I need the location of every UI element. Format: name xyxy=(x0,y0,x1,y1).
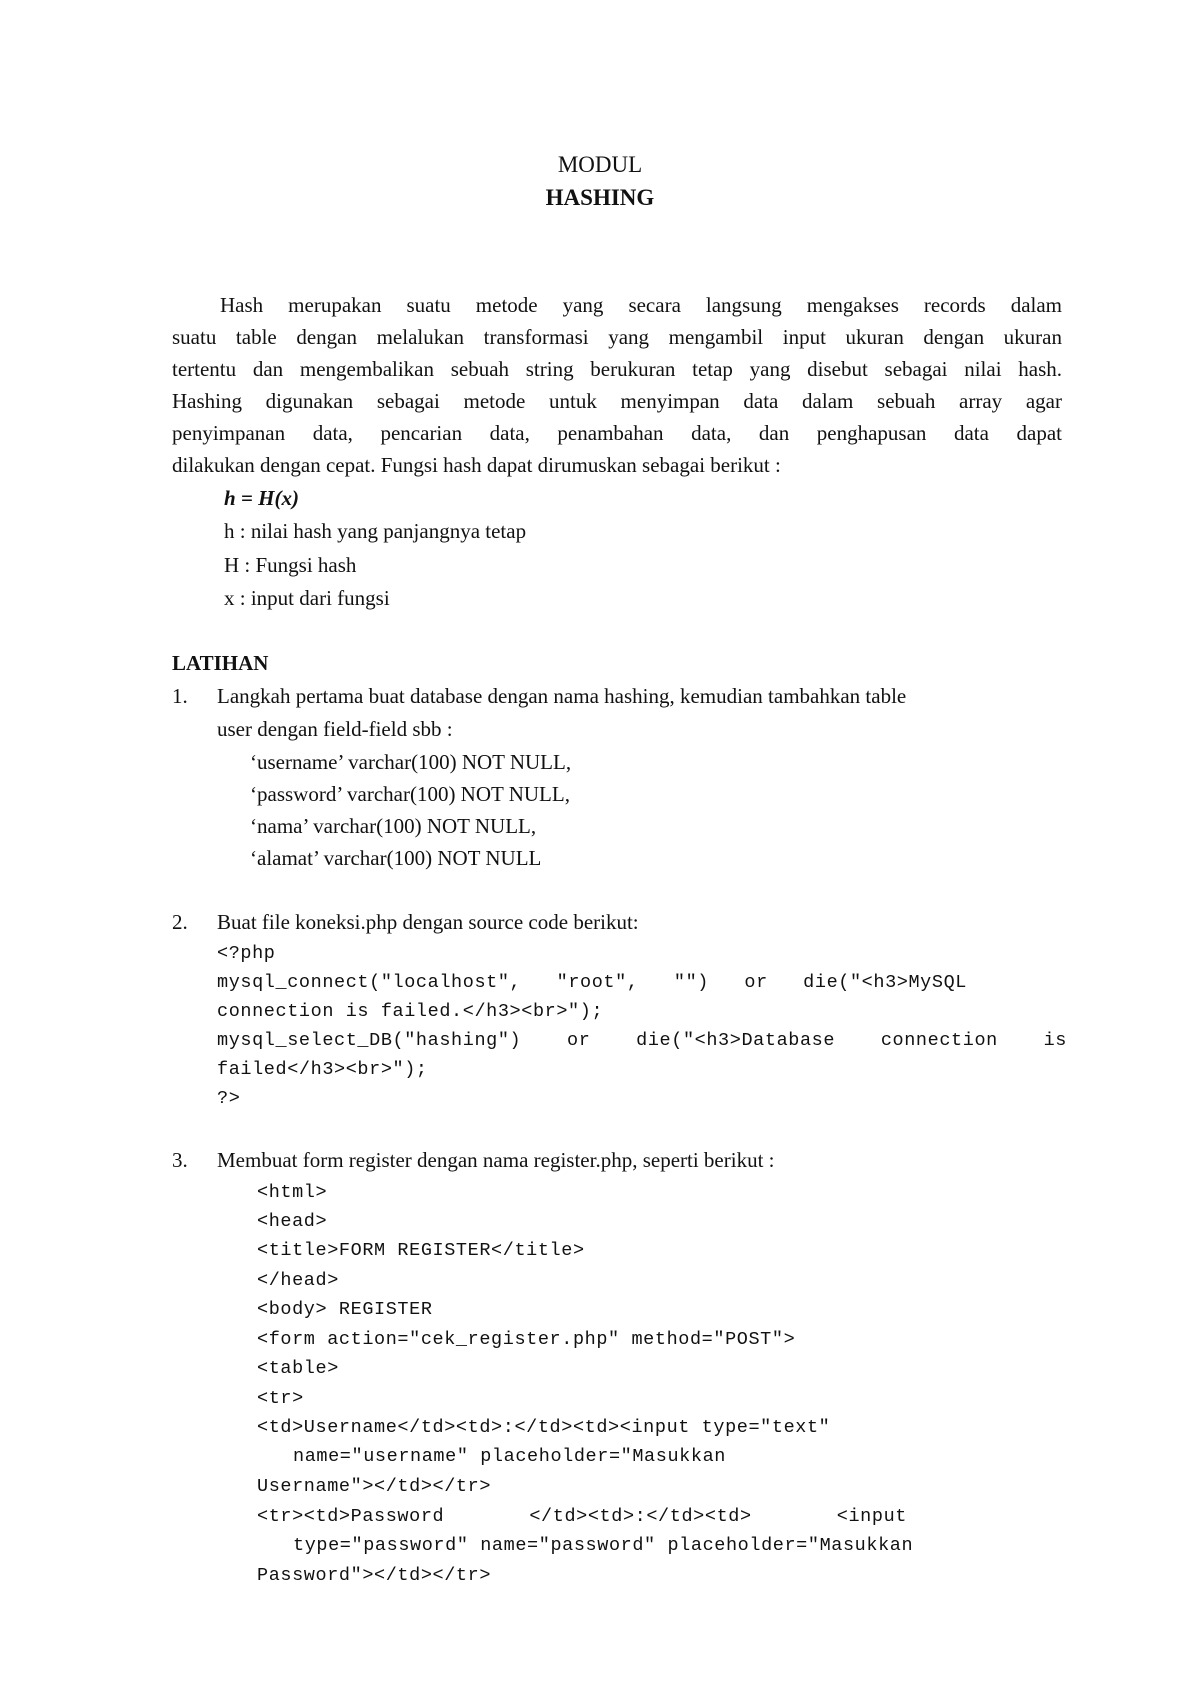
field-password: ‘password’ varchar(100) NOT NULL, xyxy=(250,782,570,806)
step-1-line-2: user dengan field-field sbb : xyxy=(217,717,453,741)
intro-line-4: Hashing digunakan sebagai metode untuk menyimpan data dalam sebuah array agar xyxy=(172,389,1062,413)
code-line: mysql_select_DB("hashing") or die("<h3>Database connection is xyxy=(217,1030,1067,1051)
code-line: Username"></td></tr> xyxy=(257,1476,492,1497)
step-1-number: 1. xyxy=(172,684,188,708)
code-line: <body> REGISTER xyxy=(257,1299,433,1320)
modul-label: MODUL xyxy=(557,152,643,177)
field-username: ‘username’ varchar(100) NOT NULL, xyxy=(250,750,572,774)
code-line: failed</h3><br>"); xyxy=(217,1059,428,1080)
code-line: <head> xyxy=(257,1211,328,1232)
intro-line-2: suatu table dengan melalukan transformasi yang mengambil input ukuran dengan ukuran xyxy=(172,325,1062,349)
code-line: name="username" placeholder="Masukkan xyxy=(293,1446,726,1467)
definition-x: x : input dari fungsi xyxy=(224,586,390,610)
document-title: HASHING xyxy=(545,185,655,210)
code-line: <?php xyxy=(217,943,276,964)
code-line: <form action="cek_register.php" method="POST"> xyxy=(257,1329,796,1350)
intro-line-5: penyimpanan data, pencarian data, penambahan data, dan penghapusan data dapat xyxy=(172,421,1062,445)
code-line: type="password" name="password" placeholder="Masukkan xyxy=(293,1535,914,1556)
step-3-text: Membuat form register dengan nama register.php, seperti berikut : xyxy=(217,1148,775,1172)
hash-formula: h = H(x) xyxy=(224,486,299,510)
code-line: Password"></td></tr> xyxy=(257,1565,492,1586)
intro-line-3: tertentu dan mengembalikan sebuah string berukuran tetap yang disebut sebagai nilai hash. xyxy=(172,357,1062,381)
code-line: </head> xyxy=(257,1270,339,1291)
step-3-number: 3. xyxy=(172,1148,188,1172)
code-line: <table> xyxy=(257,1358,339,1379)
code-line: <td>Username</td><td>:</td><td><input type="text" xyxy=(257,1417,831,1438)
step-2-number: 2. xyxy=(172,910,188,934)
field-nama: ‘nama’ varchar(100) NOT NULL, xyxy=(250,814,537,838)
code-line: <tr><td>Password </td><td>:</td><td> <input xyxy=(257,1506,907,1527)
code-line: <title>FORM REGISTER</title> xyxy=(257,1240,585,1261)
code-line: mysql_connect("localhost", "root", "") or die("<h3>MySQL xyxy=(217,972,967,993)
code-line: <html> xyxy=(257,1182,328,1203)
field-alamat: ‘alamat’ varchar(100) NOT NULL xyxy=(250,846,542,870)
definition-H: H : Fungsi hash xyxy=(224,553,357,577)
intro-line-1: Hash merupakan suatu metode yang secara langsung mengakses records dalam xyxy=(220,293,1062,317)
step-2-text: Buat file koneksi.php dengan source code berikut: xyxy=(217,910,639,934)
code-line: connection is failed.</h3><br>"); xyxy=(217,1001,604,1022)
definition-h: h : nilai hash yang panjangnya tetap xyxy=(224,519,527,543)
code-line: ?> xyxy=(217,1088,241,1109)
code-line: <tr> xyxy=(257,1388,304,1409)
intro-line-6: dilakukan dengan cepat. Fungsi hash dapat dirumuskan sebagai berikut : xyxy=(172,453,781,477)
latihan-heading: LATIHAN xyxy=(172,651,269,675)
step-1-line-1: Langkah pertama buat database dengan nama hashing, kemudian tambahkan table xyxy=(217,684,907,708)
